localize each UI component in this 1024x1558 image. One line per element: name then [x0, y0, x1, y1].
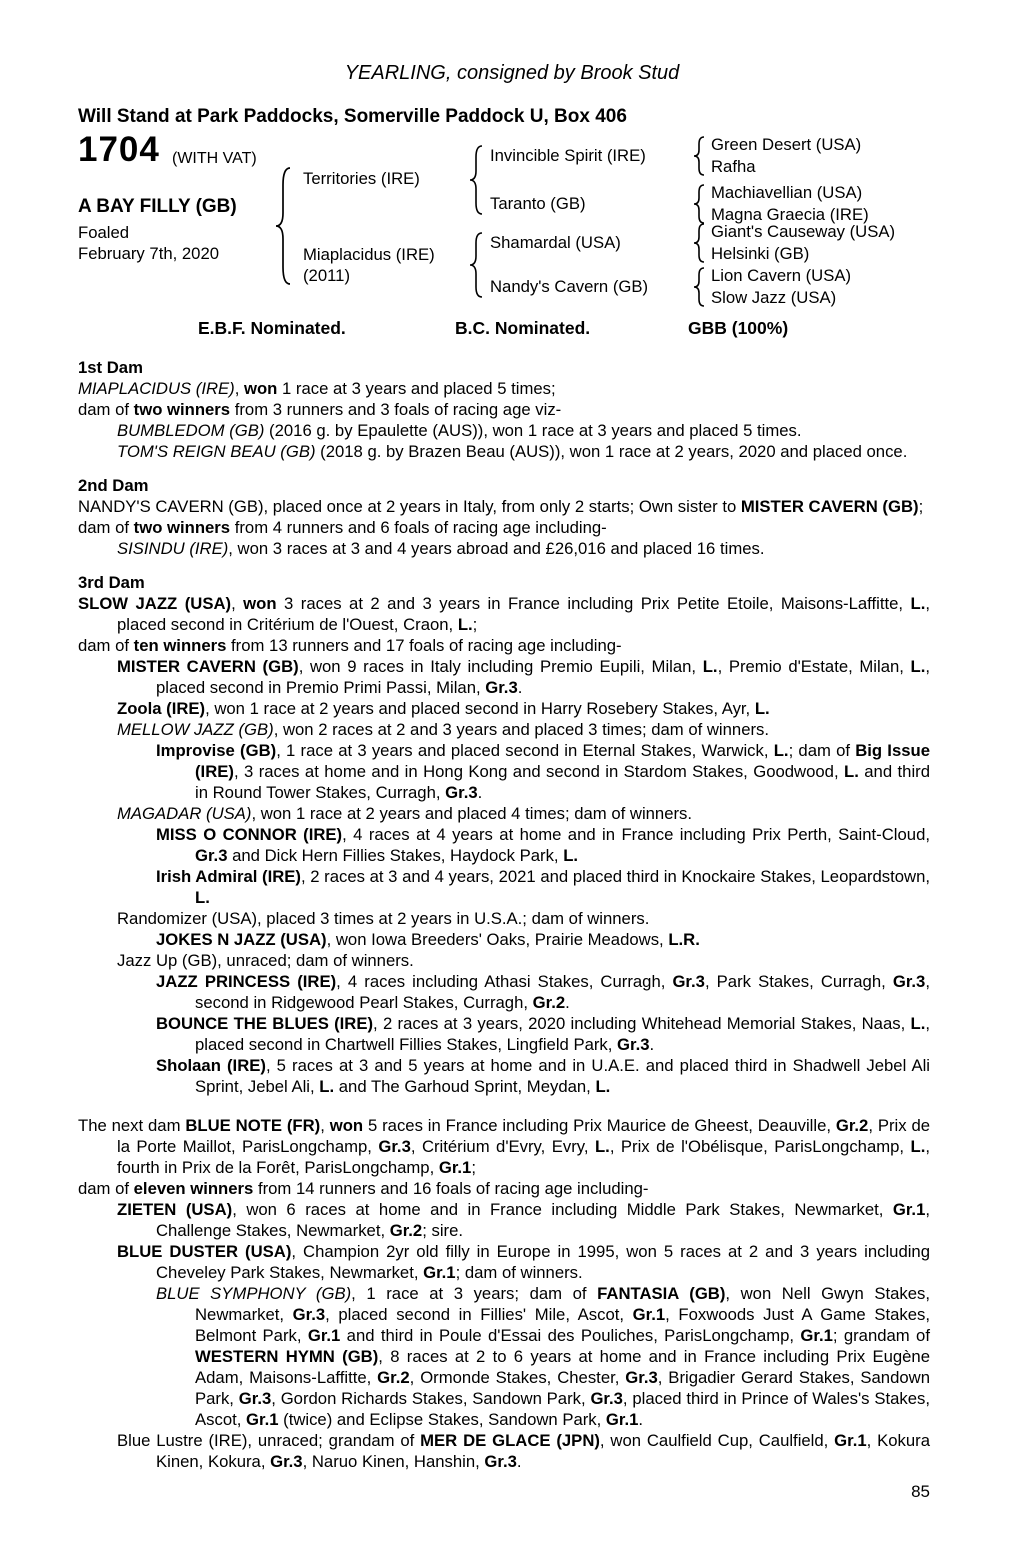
text-run: ; sire. — [422, 1221, 464, 1240]
pedigree-paragraph — [78, 698, 930, 719]
pedigree-dam-dam-sire: Lion Cavern (USA) — [711, 266, 852, 285]
text-run: , 2 races at 3 years, 2020 including Whitehead Memorial Stakes, Naas, — [373, 1014, 911, 1033]
text-run: L.R. — [668, 930, 700, 949]
text-run: , 5 races at 3 and 5 years at home and in U.A.E. and placed third in Shadwell Jebel Ali Sprint, Jebel Ali, — [195, 1056, 930, 1096]
text-run: , Gordon Richards Stakes, Sandown Park, — [271, 1389, 591, 1408]
text-run: won — [243, 594, 277, 613]
text-run: , won 6 races at home and in France including Middle Park Stakes, Newmarket, — [232, 1200, 893, 1219]
text-run: JOKES N JAZZ (USA) — [156, 930, 327, 949]
text-run: L. — [595, 1077, 611, 1096]
text-run: MISTER CAVERN (GB) — [117, 657, 299, 676]
text-run: ten winners — [133, 636, 227, 655]
text-run: Gr.3 — [484, 1452, 517, 1471]
text-run: . — [649, 1035, 655, 1054]
pedigree-paragraph — [78, 1430, 930, 1472]
text-run: MELLOW JAZZ (GB) — [117, 720, 274, 739]
pedigree-paragraph — [78, 378, 930, 399]
text-run: dam of — [78, 636, 134, 655]
text-run: Gr.2 — [389, 1221, 423, 1240]
text-run: , 3 races at home and in Hong Kong and second in Stardom Stakes, Goodwood, — [233, 762, 845, 781]
text-run: Improvise (GB) — [156, 741, 277, 760]
text-run: BLUE NOTE (FR) — [185, 1116, 321, 1135]
text-run: . — [565, 993, 570, 1012]
text-run: , 2 races at 3 and 4 years, 2021 and placed third in Knockaire Stakes, Leopardstown, — [300, 867, 930, 886]
text-run: . — [638, 1410, 644, 1429]
text-run: , — [231, 594, 244, 613]
bc-nomination: B.C. Nominated. — [455, 318, 591, 338]
text-run: L. — [910, 1014, 926, 1033]
text-run: Gr.1 — [423, 1263, 456, 1282]
text-run: L. — [594, 1137, 610, 1156]
text-run: and third in Round Tower Stakes, Curragh, — [195, 762, 931, 802]
text-run: , Naruo Kinen, Hanshin, — [302, 1452, 485, 1471]
text-run: 5 races in France including Prix Maurice de Gheest, Deauville, — [363, 1116, 836, 1135]
text-run: , won Iowa Breeders' Oaks, Prairie Meadows, — [326, 930, 669, 949]
text-run: , 8 races at 2 to 6 years at home and in France including Prix Eugène Adam, Maisons-Laffitte, — [195, 1347, 930, 1387]
text-run: , Ormonde Stakes, Chester, — [409, 1368, 626, 1387]
pedigree-sire-sire: Invincible Spirit (IRE) — [490, 146, 646, 165]
text-run: , won 1 race at 2 years and placed second in Harry Rosebery Stakes, Ayr, — [205, 699, 755, 718]
text-run: (2016 g. by Epaulette (AUS)), won 1 race at 3 years and placed 5 times. — [264, 421, 802, 440]
text-run: Big Issue (IRE) — [195, 741, 930, 781]
text-run: ; dam of winners. — [455, 1263, 583, 1282]
pedigree-brace-dam — [470, 232, 482, 298]
text-run: L. — [910, 657, 926, 676]
horse-description: A BAY FILLY (GB) — [78, 196, 237, 217]
gbb-nomination: GBB (100%) — [688, 318, 789, 338]
pedigree-paragraph — [78, 1241, 930, 1283]
ebf-nomination: E.B.F. Nominated. — [198, 318, 346, 338]
page-title: YEARLING, consigned by Brook Stud — [344, 62, 680, 84]
text-run: BLUE SYMPHONY (GB) — [156, 1284, 352, 1303]
text-run: Gr.2 — [532, 993, 566, 1012]
text-run: Zoola (IRE) — [117, 699, 206, 718]
text-run: Gr.3 — [590, 1389, 623, 1408]
text-run: dam of — [78, 400, 134, 419]
pedigree-dam-sire-dam: Helsinki (GB) — [711, 244, 810, 263]
text-run: , — [320, 1116, 330, 1135]
text-run: won — [329, 1116, 364, 1135]
pedigree-dam-dam-dam: Slow Jazz (USA) — [711, 288, 837, 307]
pedigree-dam-year: (2011) — [303, 266, 350, 285]
text-run: ; dam of — [788, 741, 856, 760]
text-run: , placed second in Chartwell Fillies Stakes, Lingfield Park, — [195, 1014, 930, 1054]
text-run: L. — [910, 1137, 926, 1156]
pedigree-paragraph — [78, 929, 930, 950]
text-run: BUMBLEDOM (GB) — [117, 421, 265, 440]
text-run: Gr.2 — [835, 1116, 869, 1135]
text-run: , Kokura Kinen, Kokura, — [156, 1431, 930, 1471]
text-run: 3 races at 2 and 3 years in France including Prix Petite Etoile, Maisons-Laffitte, — [276, 594, 911, 613]
text-run: from 3 runners and 3 foals of racing age viz- — [230, 400, 562, 419]
pedigree-paragraph — [78, 496, 930, 517]
pedigree-sire-dam-dam: Magna Graecia (IRE) — [711, 205, 869, 224]
text-run: Gr.1 — [605, 1410, 639, 1429]
text-run: and third in Poule d'Essai des Pouliches, ParisLongchamp, — [340, 1326, 801, 1345]
pedigree-brace-dam-sire — [694, 223, 704, 263]
text-run: . — [517, 678, 523, 697]
text-run: , 4 races at 4 years at home and in France including Prix Perth, Saint-Cloud, — [342, 825, 930, 844]
pedigree-paragraph — [78, 593, 930, 635]
pedigree-paragraph — [78, 719, 930, 740]
text-run: BLUE DUSTER (USA) — [117, 1242, 292, 1261]
text-run: , 4 races including Athasi Stakes, Curragh, — [336, 972, 673, 991]
pedigree-dam-sire: Shamardal (USA) — [490, 233, 621, 252]
text-run: , 1 race at 3 years; dam of — [351, 1284, 598, 1303]
text-run: , placed second in Premio Primi Passi, Milan, — [156, 657, 931, 697]
foaled-date: February 7th, 2020 — [78, 244, 220, 263]
pedigree-sire: Territories (IRE) — [303, 169, 420, 188]
text-run: Gr.2 — [377, 1368, 410, 1387]
pedigree-paragraph — [78, 803, 930, 824]
text-run: MIAPLACIDUS (IRE) — [78, 379, 235, 398]
pedigree-dam-dam: Nandy's Cavern (GB) — [490, 277, 649, 296]
pedigree-paragraph — [78, 950, 930, 971]
pedigree-brace-sire-sire — [694, 136, 704, 176]
stand-location-line: Will Stand at Park Paddocks, Somerville Paddock U, Box 406 — [78, 106, 627, 127]
pedigree-section — [78, 572, 930, 1097]
text-run: SLOW JAZZ (USA) — [78, 594, 232, 613]
text-run: , second in Ridgewood Pearl Stakes, Curragh, — [195, 972, 930, 1012]
text-run: dam of — [78, 518, 134, 537]
text-run: L. — [754, 699, 770, 718]
text-run: from 14 runners and 16 foals of racing age including- — [253, 1179, 649, 1198]
pedigree-paragraph — [78, 908, 930, 929]
text-run: L. — [702, 657, 718, 676]
pedigree-text — [78, 357, 930, 1472]
text-run: , Critérium d'Evry, Evry, — [410, 1137, 595, 1156]
pedigree-paragraph — [78, 971, 930, 1013]
section-heading: 2nd Dam — [78, 476, 149, 495]
pedigree-paragraph — [78, 635, 930, 656]
text-run: , Challenge Stakes, Newmarket, — [156, 1200, 930, 1240]
text-run: , 1 race at 3 years and placed second in Eternal Stakes, Warwick, — [276, 741, 774, 760]
text-run: BOUNCE THE BLUES (IRE) — [156, 1014, 374, 1033]
text-run: Sholaan (IRE) — [156, 1056, 266, 1075]
pedigree-paragraph — [78, 1283, 930, 1430]
text-run: , won 2 races at 2 and 3 years and placed 3 times; dam of winners. — [273, 720, 770, 739]
pedigree-brace-sire — [470, 145, 482, 215]
text-run: , fourth in Prix de la Forêt, ParisLongchamp, — [117, 1137, 930, 1177]
pedigree-paragraph — [78, 1115, 930, 1178]
text-run: Randomizer (USA), placed 3 times at 2 years in U.S.A.; dam of winners. — [117, 909, 650, 928]
lot-number: 1704 — [78, 130, 160, 169]
text-run: , placed second in Critérium de l'Ouest, Craon, — [117, 594, 930, 634]
text-run: Gr.1 — [892, 1200, 926, 1219]
text-run: from 13 runners and 17 foals of racing age including- — [226, 636, 622, 655]
pedigree-section — [78, 357, 930, 462]
pedigree-paragraph — [78, 740, 930, 803]
pedigree-section — [78, 475, 930, 559]
text-run: Gr.1 — [800, 1326, 833, 1345]
text-run: MISTER CAVERN (GB) — [740, 497, 919, 516]
text-run: Gr.1 — [834, 1431, 867, 1450]
text-run: SISINDU (IRE) — [117, 539, 229, 558]
pedigree-dam-sire-sire: Giant's Causeway (USA) — [711, 222, 896, 241]
text-run: , won 9 races in Italy including Premio Eupili, Milan, — [298, 657, 703, 676]
text-run: , won 1 race at 2 years and placed 4 times; dam of winners. — [251, 804, 693, 823]
text-run: MAGADAR (USA) — [117, 804, 252, 823]
pedigree-paragraph — [78, 866, 930, 908]
text-run: L. — [910, 594, 926, 613]
text-run: . — [477, 783, 483, 802]
text-run: Gr.3 — [672, 972, 705, 991]
pedigree-paragraph — [78, 656, 930, 698]
section-heading: 1st Dam — [78, 358, 143, 377]
pedigree-dam: Miaplacidus (IRE) — [303, 245, 435, 264]
text-run: JAZZ PRINCESS (IRE) — [156, 972, 337, 991]
text-run: , Park Stakes, Curragh, — [704, 972, 893, 991]
text-run: MER DE GLACE (JPN) — [420, 1431, 600, 1450]
text-run: Gr.3 — [195, 846, 228, 865]
text-run: WESTERN HYMN (GB) — [195, 1347, 379, 1366]
text-run: , placed second in Fillies' Mile, Ascot, — [325, 1305, 633, 1324]
text-run: FANTASIA (GB) — [597, 1284, 726, 1303]
pedigree-paragraph — [78, 420, 930, 441]
text-run: TOM'S REIGN BEAU (GB) — [117, 442, 316, 461]
section-heading: 3rd Dam — [78, 573, 145, 592]
text-run: Gr.3 — [292, 1305, 326, 1324]
text-run: L. — [773, 741, 789, 760]
text-run: NANDY'S CAVERN (GB), placed once at 2 years in Italy, from only 2 starts; Own sister to — [78, 497, 741, 516]
text-run: The next dam — [78, 1116, 186, 1135]
text-run: Irish Admiral (IRE) — [156, 867, 301, 886]
page-number: 85 — [911, 1482, 930, 1501]
pedigree-paragraph — [78, 1178, 930, 1199]
pedigree-paragraph — [78, 441, 930, 462]
text-run: Gr.3 — [892, 972, 926, 991]
text-run: ; — [918, 497, 924, 516]
pedigree-sire-dam-sire: Machiavellian (USA) — [711, 183, 863, 202]
text-run: Gr.3 — [270, 1452, 303, 1471]
text-run: (2018 g. by Brazen Beau (AUS)), won 1 race at 2 years, 2020 and placed once. — [315, 442, 908, 461]
text-run: and The Garhoud Sprint, Meydan, — [334, 1077, 596, 1096]
vat-note: (WITH VAT) — [172, 150, 257, 167]
text-run: Blue Lustre (IRE), unraced; grandam of — [117, 1431, 421, 1450]
text-run: L. — [563, 846, 579, 865]
text-run: , Champion 2yr old filly in Europe in 1995, won 5 races at 2 and 3 years including Cheveley Park Stakes, Newmarket, — [156, 1242, 930, 1282]
text-run: Gr.3 — [485, 678, 518, 697]
pedigree-sire-sire-sire: Green Desert (USA) — [711, 135, 862, 154]
text-run: Gr.1 — [307, 1326, 341, 1345]
text-run: dam of — [78, 1179, 134, 1198]
text-run: Gr.3 — [378, 1137, 411, 1156]
pedigree-section — [78, 1115, 930, 1472]
text-run: L. — [457, 615, 473, 634]
text-run: ZIETEN (USA) — [117, 1200, 233, 1219]
text-run: (twice) and Eclipse Stakes, Sandown Park, — [278, 1410, 606, 1429]
text-run: ; — [472, 615, 478, 634]
text-run: . — [516, 1452, 522, 1471]
text-run: 1 race at 3 years and placed 5 times; — [277, 379, 556, 398]
text-run: L. — [195, 888, 210, 907]
pedigree-paragraph — [78, 824, 930, 866]
pedigree-brace-main — [276, 167, 290, 285]
text-run: Gr.3 — [617, 1035, 650, 1054]
text-run: L. — [319, 1077, 335, 1096]
text-run: ; grandam of — [832, 1326, 930, 1345]
text-run: Gr.3 — [238, 1389, 272, 1408]
text-run: won — [243, 379, 278, 398]
text-run: two winners — [133, 518, 231, 537]
pedigree-brace-dam-dam — [694, 267, 704, 307]
text-run: , won Caulfield Cup, Caulfield, — [599, 1431, 835, 1450]
foaled-label: Foaled — [78, 223, 130, 242]
text-run: from 4 runners and 6 foals of racing age including- — [230, 518, 607, 537]
text-run: , Brigadier Gerard Stakes, Sandown Park, — [195, 1368, 930, 1408]
text-run: , placed third in Prince of Wales's Stakes, Ascot, — [195, 1389, 930, 1429]
text-run: , won Nell Gwyn Stakes, Newmarket, — [195, 1284, 931, 1324]
text-run: , Premio d'Estate, Milan, — [717, 657, 911, 676]
text-run: , — [234, 379, 244, 398]
text-run: ; — [471, 1158, 476, 1177]
text-run: Gr.1 — [246, 1410, 279, 1429]
text-run: , Prix de la Porte Maillot, ParisLongchamp, — [117, 1116, 931, 1156]
text-run: Gr.1 — [632, 1305, 666, 1324]
pedigree-paragraph — [78, 1199, 930, 1241]
text-run: Gr.1 — [438, 1158, 472, 1177]
pedigree-paragraph — [78, 399, 930, 420]
text-run: , won 3 races at 3 and 4 years abroad and £26,016 and placed 16 times. — [228, 539, 765, 558]
pedigree-paragraph — [78, 517, 930, 538]
text-run: , Foxwoods Just A Game Stakes, Belmont Park, — [195, 1305, 930, 1345]
pedigree-paragraph — [78, 538, 930, 559]
text-run: two winners — [133, 400, 231, 419]
text-run: Jazz Up (GB), unraced; dam of winners. — [117, 951, 414, 970]
text-run: eleven winners — [133, 1179, 254, 1198]
text-run: MISS O CONNOR (IRE) — [156, 825, 343, 844]
text-run: L. — [844, 762, 859, 781]
text-run: and Dick Hern Fillies Stakes, Haydock Park, — [227, 846, 564, 865]
pedigree-paragraph — [78, 1055, 930, 1097]
text-run: , Prix de l'Obélisque, ParisLongchamp, — [609, 1137, 911, 1156]
text-run: Gr.3 — [445, 783, 478, 802]
pedigree-sire-sire-dam: Rafha — [711, 157, 756, 176]
text-run: Gr.3 — [625, 1368, 658, 1387]
pedigree-sire-dam: Taranto (GB) — [490, 194, 586, 213]
pedigree-paragraph — [78, 1013, 930, 1055]
pedigree-brace-sire-dam — [694, 184, 704, 224]
